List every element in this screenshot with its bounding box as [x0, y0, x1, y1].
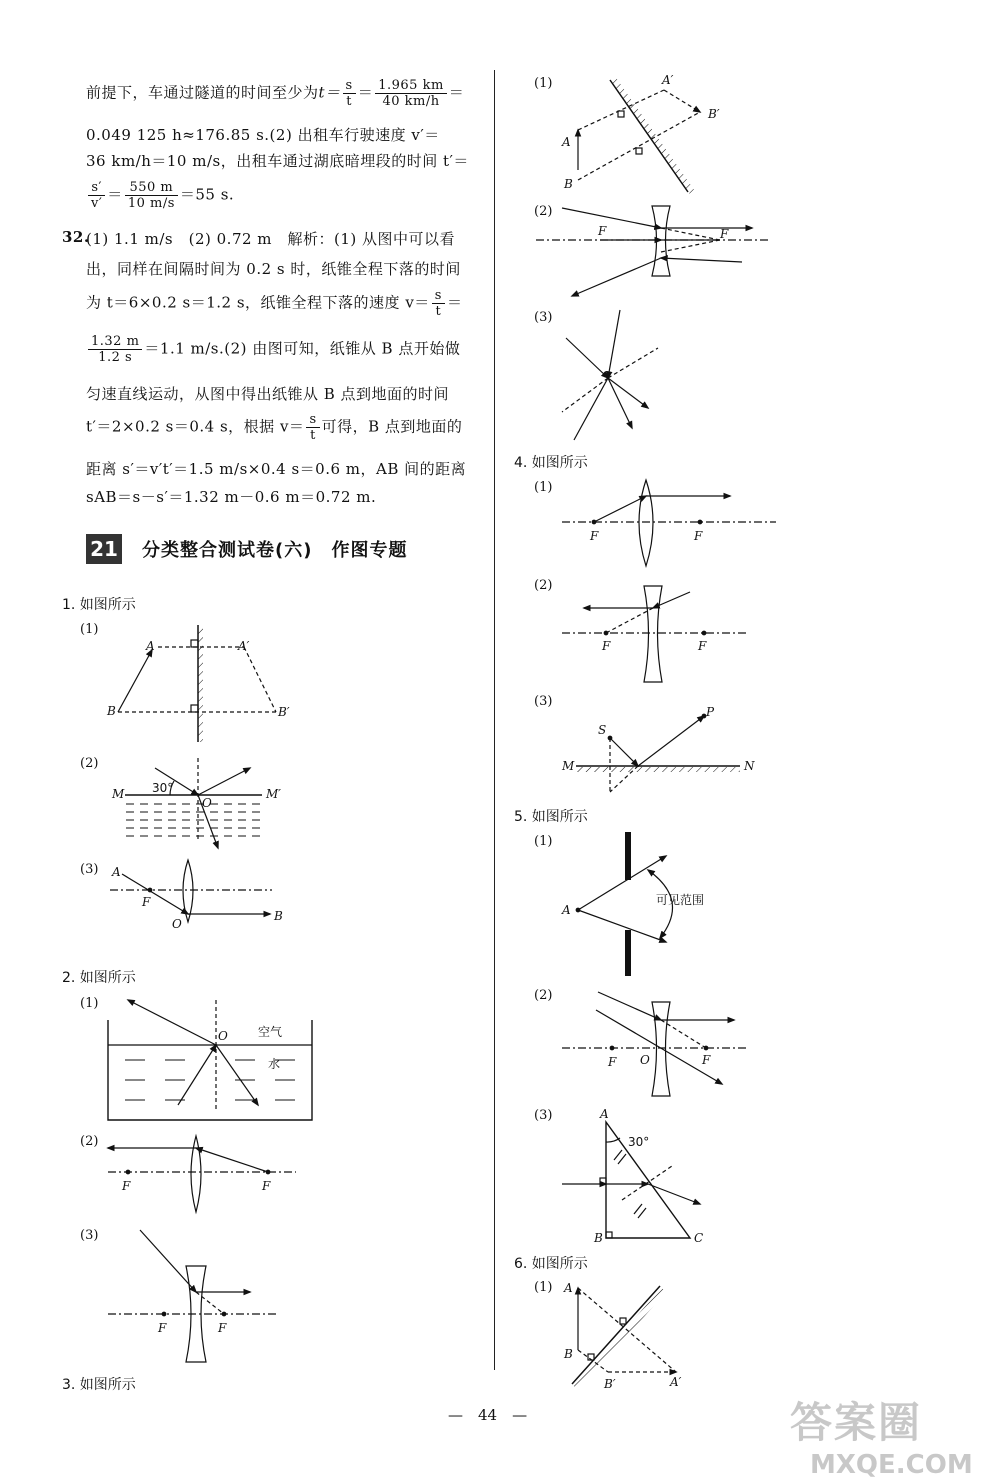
- svg-text:O: O: [640, 1053, 650, 1067]
- svg-text:P: P: [706, 705, 715, 719]
- diagram-q4-2: [562, 586, 746, 682]
- text-line: 为 t＝6×0.2 s＝1.2 s，纸锥全程下落的速度 v＝ $\frac{s}{t}$ ＝: [86, 288, 463, 319]
- sub-label: (1): [80, 996, 99, 1011]
- question-label: 5. 如图所示: [514, 809, 588, 825]
- text-line: sAB＝s－s′＝1.32 m－0.6 m＝0.72 m.: [86, 488, 377, 506]
- question-label: 2. 如图所示: [62, 970, 136, 986]
- sub-label: (2): [534, 204, 553, 219]
- svg-text:F: F: [698, 639, 707, 653]
- svg-text:M: M: [112, 787, 125, 801]
- svg-text:A: A: [564, 1281, 573, 1295]
- svg-text:B: B: [564, 177, 573, 191]
- svg-text:A: A: [112, 865, 121, 879]
- text-line: 0.049 125 h≈176.85 s.(2) 出租车行驶速度 v′＝: [86, 126, 440, 144]
- svg-text:O: O: [172, 917, 182, 931]
- text-line: 距离 s′＝v′t′＝1.5 m/s×0.4 s＝0.6 m，AB 间的距离: [86, 460, 467, 478]
- svg-text:A′: A′: [662, 73, 674, 87]
- diagram-q5-1: [561, 832, 704, 976]
- diagram-q4-3: [561, 705, 755, 792]
- sub-label: (2): [534, 988, 553, 1003]
- svg-text:C: C: [694, 1231, 704, 1245]
- svg-text:B: B: [564, 1347, 573, 1361]
- sub-label: (2): [80, 756, 99, 771]
- svg-text:S: S: [598, 723, 607, 737]
- svg-text:F: F: [142, 895, 151, 909]
- label-30deg: 30°: [152, 781, 174, 795]
- question-label: 1. 如图所示: [62, 597, 136, 613]
- svg-text:F: F: [122, 1179, 131, 1193]
- label-water: 水: [268, 1057, 281, 1071]
- label-B: B: [107, 704, 116, 718]
- text-line: t′＝2×0.2 s＝0.4 s，根据 v＝ $\frac{s}{t}$ 可得，B 点到地面的: [86, 412, 463, 443]
- svg-text:F: F: [598, 224, 607, 238]
- question-number: 32.: [62, 228, 90, 246]
- diagram-q5-2: [562, 992, 746, 1096]
- svg-text:M: M: [562, 759, 575, 773]
- diagram-q2-1: [108, 1000, 312, 1120]
- diagram-q3-3: [562, 310, 658, 440]
- diagram-q2-2: [108, 1136, 296, 1212]
- label-B-prime: B′: [278, 705, 290, 719]
- question-label: 6. 如图所示: [514, 1256, 588, 1272]
- svg-text:O: O: [202, 796, 212, 810]
- sub-label: (1): [80, 622, 99, 637]
- svg-text:A′: A′: [670, 1375, 682, 1389]
- diagram-q5-3: [562, 1107, 703, 1245]
- svg-text:F: F: [608, 1055, 617, 1069]
- svg-text:B: B: [274, 909, 283, 923]
- page-number: — 44 —: [448, 1406, 528, 1424]
- sub-label: (3): [80, 1228, 99, 1243]
- svg-text:F: F: [158, 1321, 167, 1335]
- svg-text:A: A: [562, 135, 571, 149]
- text-line: $\frac{s'}{v'}$ ＝ $\frac{550 m}{10 m/s}$ ＝55 s.: [86, 180, 234, 211]
- svg-text:F: F: [602, 639, 611, 653]
- diagram-q4-1: [562, 480, 776, 566]
- sub-label: (3): [80, 862, 99, 877]
- svg-text:30°: 30°: [628, 1135, 650, 1149]
- svg-text:F: F: [702, 1053, 711, 1067]
- svg-text:B′: B′: [604, 1377, 616, 1391]
- question-label: 3. 如图所示: [62, 1377, 136, 1393]
- svg-text:O: O: [218, 1029, 228, 1043]
- svg-text:A: A: [562, 903, 571, 917]
- diagram-q1-2: [111, 758, 281, 848]
- text-line: 36 km/h＝10 m/s，出租车通过湖底暗埋段的时间 t′＝: [86, 152, 469, 170]
- svg-text:M′: M′: [266, 787, 282, 801]
- watermark: 答案圈 MXQE.COM: [790, 1398, 973, 1480]
- diagram-q1-1: [106, 625, 290, 742]
- diagram-q2-3: [108, 1230, 278, 1362]
- section-title: 分类整合测试卷(六) 作图专题: [142, 540, 408, 561]
- sub-label: (3): [534, 694, 553, 709]
- svg-text:B′: B′: [708, 107, 720, 121]
- label-A-prime: A′: [238, 639, 250, 653]
- sub-label: (2): [534, 578, 553, 593]
- label-A: A: [146, 639, 155, 653]
- svg-text:F: F: [694, 529, 703, 543]
- sub-label: (3): [534, 1108, 553, 1123]
- svg-text:F: F: [218, 1321, 227, 1335]
- svg-text:A: A: [600, 1107, 609, 1121]
- diagram-q1-3: [110, 860, 283, 931]
- text-line: 前提下，车通过隧道的时间至少为t＝ $\frac{s}{t}$ ＝ $\frac{1.965 km}{40 km/h}$ ＝: [86, 78, 465, 109]
- diagram-q6-1: [563, 1281, 682, 1391]
- sub-label: (3): [534, 310, 553, 325]
- svg-text:N: N: [744, 759, 755, 773]
- sub-label: (1): [534, 1280, 553, 1295]
- svg-text:B: B: [594, 1231, 603, 1245]
- svg-text:F: F: [590, 529, 599, 543]
- svg-text:F: F: [720, 227, 729, 241]
- text-line: 匀速直线运动，从图中得出纸锥从 B 点到地面的时间: [86, 385, 450, 403]
- section-number: 21: [86, 534, 122, 564]
- sub-label: (1): [534, 834, 553, 849]
- text-line: 出，同样在间隔时间为 0.2 s 时，纸锥全程下落的时间: [86, 260, 461, 278]
- svg-text:F: F: [262, 1179, 271, 1193]
- diagram-q3-1: [561, 73, 720, 192]
- text-line: (1) 1.1 m/s (2) 0.72 m 解析：(1) 从图中可以看: [86, 230, 456, 248]
- question-label: 4. 如图所示: [514, 455, 588, 471]
- sub-label: (1): [534, 480, 553, 495]
- label-visible-range: 可见范围: [656, 893, 705, 907]
- sub-label: (2): [80, 1134, 99, 1149]
- text-line: $\frac{1.32 m}{1.2 s}$ ＝1.1 m/s.(2) 由图可知，纸锥从 B 点开始做: [86, 334, 460, 365]
- sub-label: (1): [534, 76, 553, 91]
- diagram-q3-2: [536, 206, 768, 296]
- label-air: 空气: [258, 1025, 283, 1039]
